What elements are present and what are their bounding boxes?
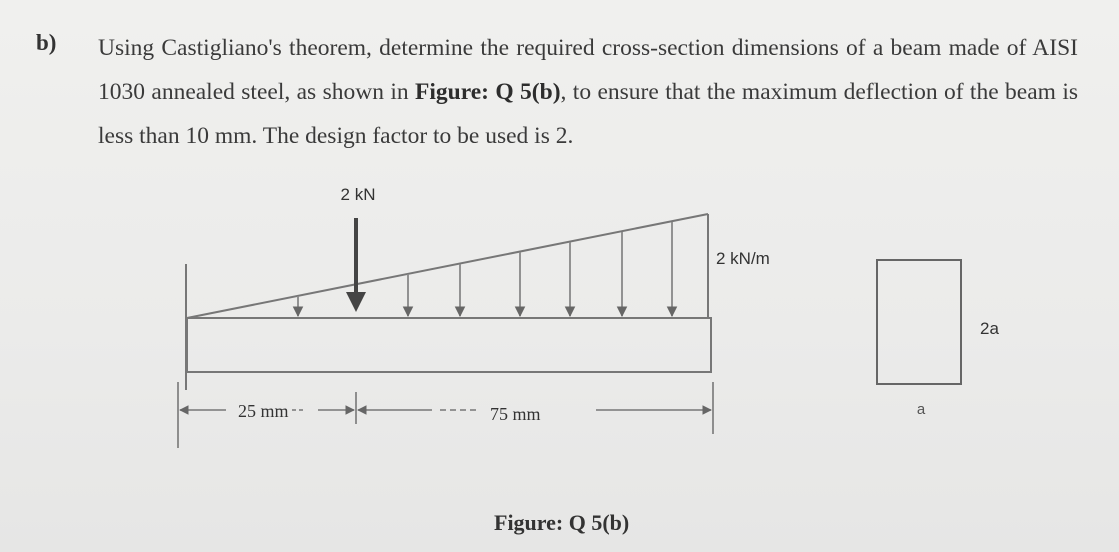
figure-caption: Figure: Q 5(b) <box>494 510 630 535</box>
dim-right-label: 75 mm <box>490 404 541 424</box>
question-text-part-1: Using Castigliano's theorem, determine the required cross-section dimensions of a beam made of AISI 1030 annealed steel, as shown in <box>98 35 1078 105</box>
question-label: b) <box>36 30 57 55</box>
point-load-label: 2 kN <box>340 185 376 204</box>
cross-section <box>877 260 961 384</box>
figure-reference: Figure: Q 5(b) <box>415 79 561 105</box>
question-text-part-2: , to ensure that the maximum deflection of the beam is less than 10 mm. The design factor to be used is 2. <box>98 79 1078 149</box>
dim-left-label: 25 mm <box>238 401 289 421</box>
distributed-load <box>187 214 708 318</box>
section-width-label: a <box>916 401 926 418</box>
distributed-load-label: 2 kN/m <box>716 249 770 268</box>
section-height-label: 2a <box>980 319 999 338</box>
beam <box>187 318 711 372</box>
